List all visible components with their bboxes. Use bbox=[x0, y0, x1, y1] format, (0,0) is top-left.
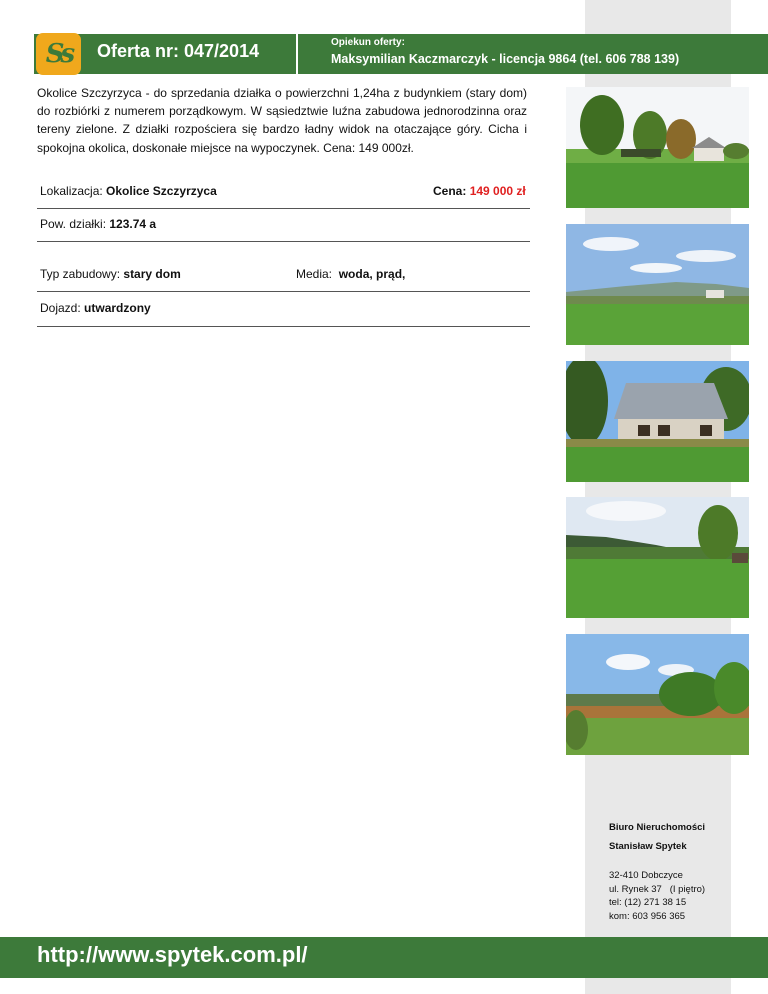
details-row-area bbox=[37, 208, 530, 242]
media-label: Media: bbox=[296, 267, 333, 281]
building-field bbox=[40, 267, 181, 281]
office-address bbox=[609, 869, 705, 923]
area-value: 123.74 a bbox=[109, 217, 157, 231]
location-value: Okolice Szczyrzyca bbox=[106, 184, 217, 198]
access-value: utwardzony bbox=[84, 301, 151, 315]
website-link[interactable]: http://www.spytek.com.pl/ bbox=[37, 942, 308, 967]
details-row-building bbox=[37, 258, 530, 292]
office-mobile: kom: 603 956 365 bbox=[609, 910, 686, 922]
property-photo-2[interactable] bbox=[566, 224, 749, 345]
price-field bbox=[433, 184, 526, 198]
offer-title: Oferta nr: 047/2014 bbox=[97, 41, 260, 61]
details-row-access bbox=[37, 292, 530, 327]
agent-label: Opiekun oferty: bbox=[331, 37, 405, 48]
office-name-1: Biuro Nieruchomości bbox=[609, 822, 706, 833]
offer-description: Okolice Szczyrzyca - do sprzedania działka o powierzchni 1,24ha z budynkiem (stary dom) do rozbiórki z numerem porządkowym. W sąsiedztwie luźna zabudowa jednorodzinna oraz tereny zielone. Z działki rozpościera się bardzo ładny widok na otaczające góry. Cicha i spokojna okolica, doskonałe miejsce na wypoczynek. Cena: 149 000zł. bbox=[37, 86, 527, 155]
media-field bbox=[296, 267, 405, 281]
building-label: Typ zabudowy: bbox=[40, 267, 121, 281]
access-label: Dojazd: bbox=[40, 301, 81, 315]
office-name-2: Stanisław Spytek bbox=[609, 841, 687, 852]
property-photo-1[interactable] bbox=[566, 87, 749, 208]
property-photo-3[interactable] bbox=[566, 361, 749, 482]
agent-name: Maksymilian Kaczmarczyk - licencja 9864 (tel. 606 788 139) bbox=[331, 52, 680, 66]
area-field bbox=[40, 217, 156, 231]
location-field bbox=[40, 184, 217, 198]
property-photo-5[interactable] bbox=[566, 634, 749, 755]
logo-text: Ss bbox=[45, 39, 72, 69]
price-value: 149 000 zł bbox=[469, 184, 526, 198]
property-photo-4[interactable] bbox=[566, 497, 749, 618]
office-phone: tel: (12) 271 38 15 bbox=[609, 897, 687, 908]
media-value: woda, prąd, bbox=[338, 267, 406, 281]
office-address-line1: 32-410 Dobczyce bbox=[609, 870, 683, 881]
area-label: Pow. działki: bbox=[40, 217, 107, 231]
location-label: Lokalizacja: bbox=[40, 184, 103, 198]
price-label: Cena: bbox=[433, 184, 467, 198]
header-divider bbox=[296, 34, 298, 74]
company-logo bbox=[36, 33, 81, 75]
building-value: stary dom bbox=[123, 267, 181, 281]
details-row-location bbox=[37, 175, 530, 209]
access-field bbox=[40, 301, 151, 315]
office-address-line2: ul. Rynek 37 (I piętro) bbox=[609, 883, 706, 895]
